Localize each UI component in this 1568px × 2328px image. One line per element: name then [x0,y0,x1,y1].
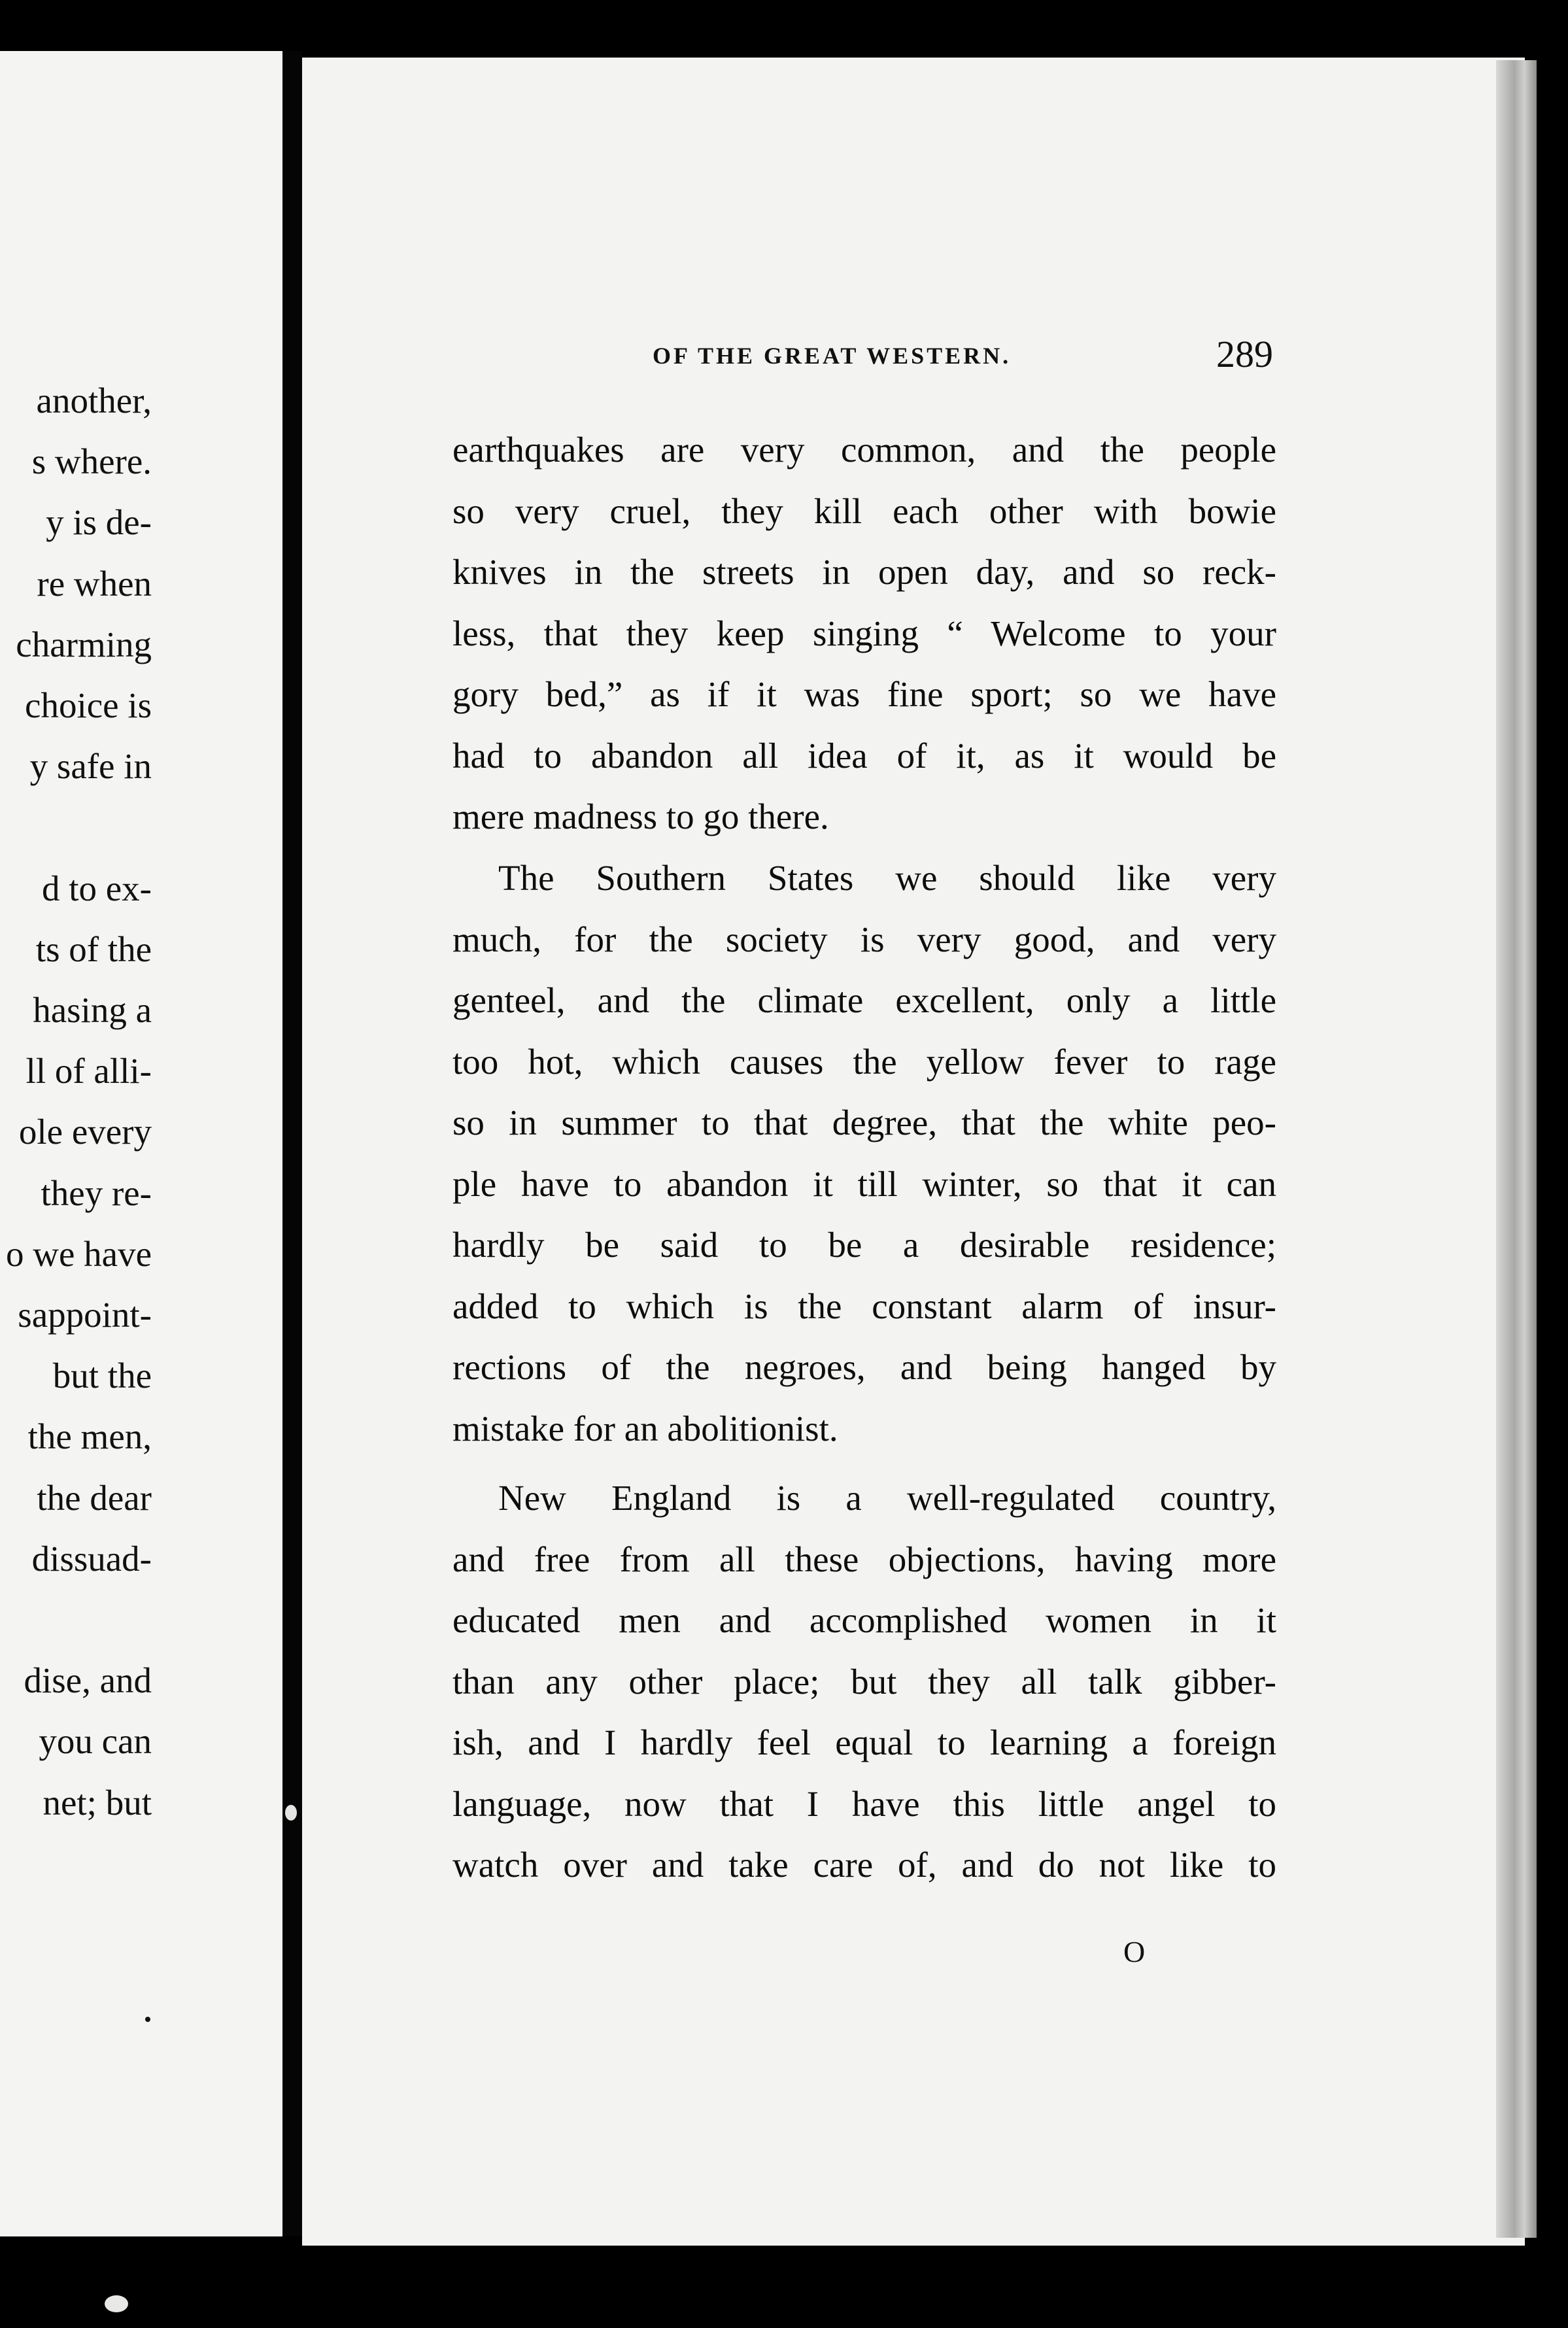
body-line: ish, and I hardly feel equal to learning a foreign [452,1722,1276,1762]
left-page [0,51,282,2236]
left-page-line: d to ex- [41,868,152,908]
right-page [302,58,1525,2246]
body-line: knives in the streets in open day, and so reck- [452,552,1276,592]
body-line: educated men and accomplished women in it [452,1600,1276,1640]
left-page-line: hasing a [33,990,152,1030]
running-head: OF THE GREAT WESTERN. [653,343,1012,369]
body-line: ple have to abandon it till winter, so that it can [452,1163,1276,1204]
left-page-line: dissuad- [31,1538,152,1579]
body-line: so very cruel, they kill each other with bowie [452,490,1276,531]
body-line: much, for the society is very good, and very [452,919,1276,959]
body-line: The Southern States we should like very [498,858,1276,898]
left-page-line: another, [36,381,152,420]
body-line: earthquakes are very common, and the people [452,430,1276,470]
body-line: so in summer to that degree, that the white peo- [452,1103,1276,1142]
left-page-line: s where. [31,441,152,482]
left-page-line: choice is [25,685,152,725]
body-line: too hot, which causes the yellow fever to rage [452,1041,1276,1082]
left-page-line: ll of alli- [26,1051,152,1091]
page-number: 289 [1216,333,1273,375]
body-line: genteel, and the climate excellent, only a little [452,980,1276,1020]
ink-speck [285,1805,297,1821]
body-line: gory bed,” as if it was fine sport; so we have [452,674,1276,714]
body-line: than any other place; but they all talk gibber- [452,1661,1276,1702]
body-line: rections of the negroes, and being hanged by [452,1347,1276,1387]
body-line: New England is a well-regulated country, [498,1478,1276,1518]
left-page-line: net; but [43,1782,152,1823]
left-page-line: dise, and [24,1660,152,1701]
body-line: mere madness to go there. [452,796,829,836]
left-page-line: y is de- [46,502,152,543]
left-page-line: the dear [37,1477,152,1518]
body-line: had to abandon all idea of it, as it would be [452,735,1276,776]
book-gutter [282,51,302,2236]
left-page-line: o we have [6,1233,152,1274]
left-page-line: the men, [27,1416,152,1457]
left-page-line: ts of the [35,929,152,969]
body-line: hardly be said to be a desirable residence; [452,1225,1276,1265]
left-page-line: they re- [41,1173,152,1213]
ink-dot [145,2017,150,2022]
body-line: less, that they keep singing “ Welcome to your [452,613,1276,653]
body-line: language, now that I have this little angel to [452,1783,1276,1824]
body-line: added to which is the constant alarm of insur- [452,1286,1276,1326]
ink-speck [105,2295,128,2312]
left-page-line: you can [39,1721,152,1762]
left-page-line: but the [52,1356,152,1396]
left-page-line: y safe in [29,746,152,787]
body-line: watch over and take care of, and do not like to [452,1845,1276,1885]
signature-mark: O [1123,1935,1146,1968]
page-edge [1496,60,1537,2238]
left-page-line: ole every [18,1112,152,1152]
left-page-line: sappoint- [18,1295,152,1335]
left-page-line: charming [16,624,152,664]
left-page-line: re when [37,563,152,604]
body-line: and free from all these objections, having more [452,1539,1276,1579]
body-line: mistake for an abolitionist. [452,1408,838,1448]
